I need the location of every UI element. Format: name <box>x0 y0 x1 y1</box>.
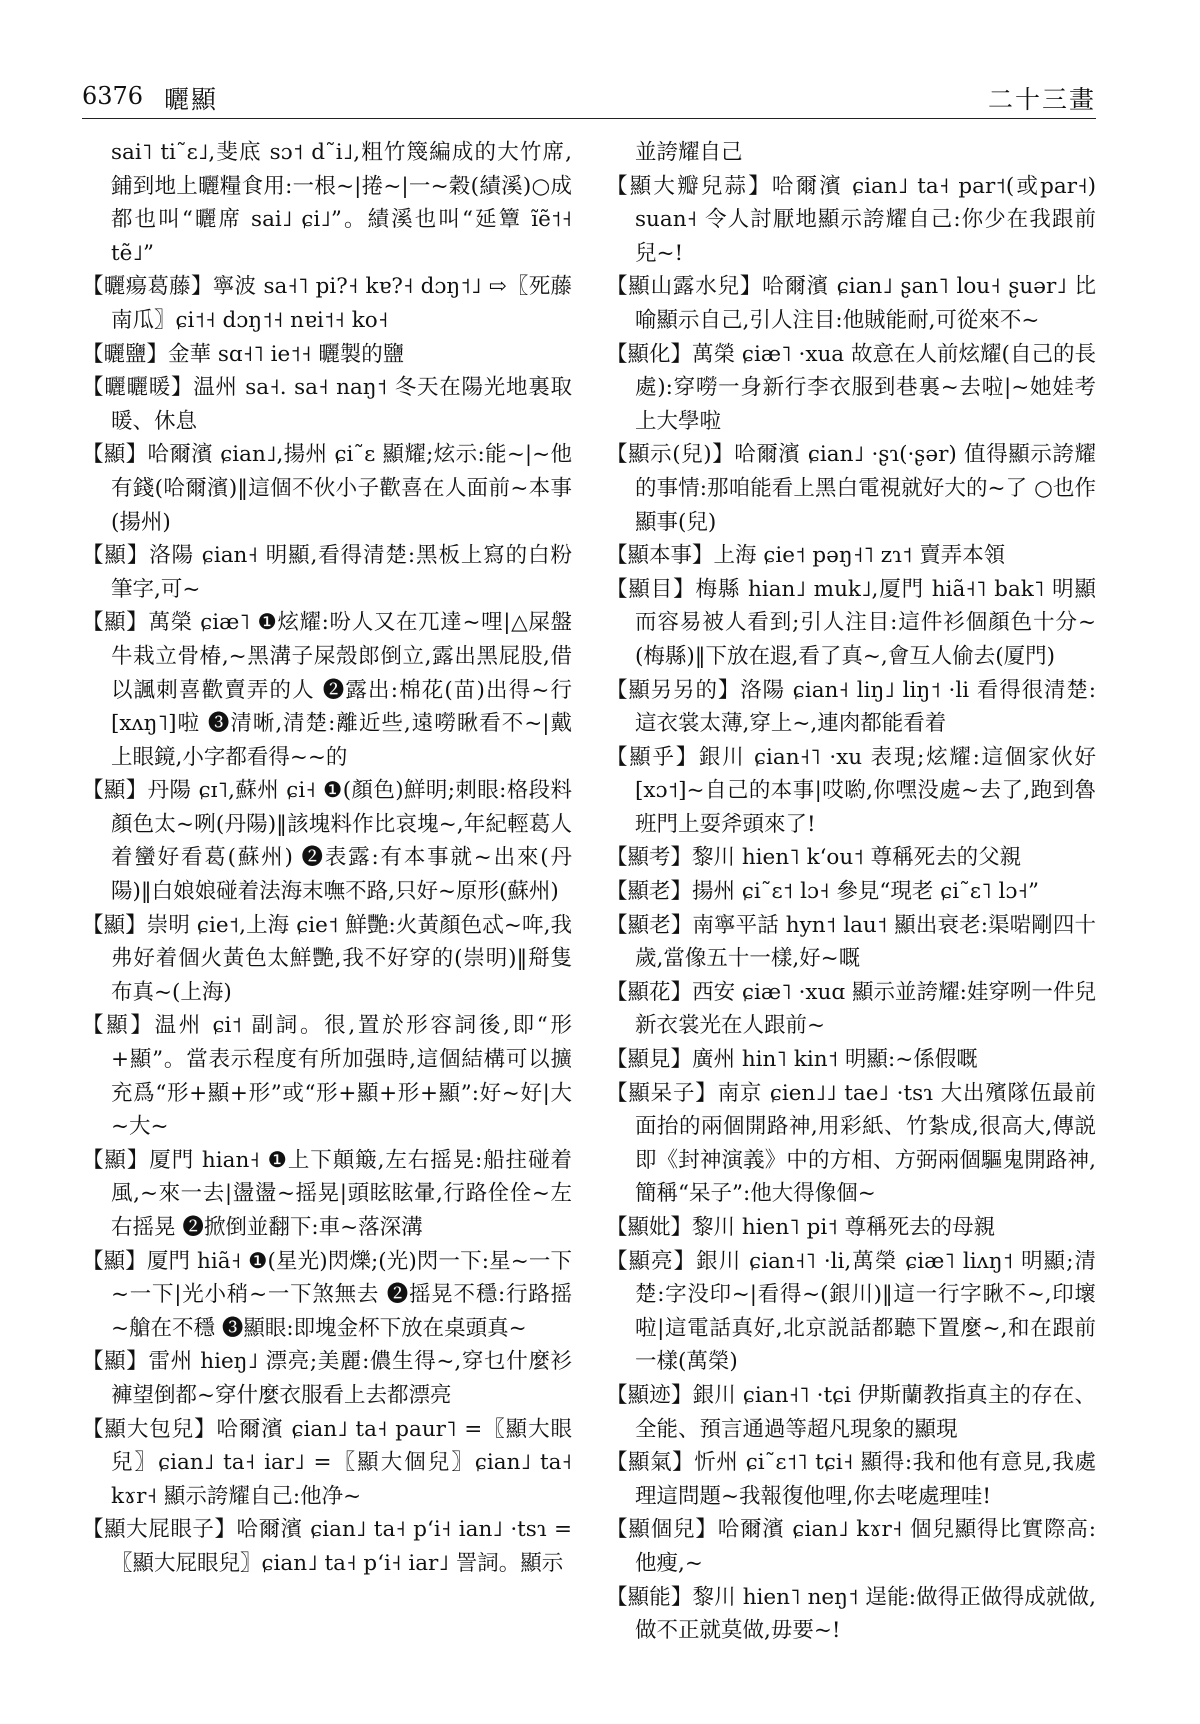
dictionary-entry: 【顯個兒】哈爾濱 ɕian˩ kɤr˧ 個兒顯得比實際高:他瘦,~ <box>606 1517 1096 1576</box>
dictionary-entry: 【顯本事】上海 ɕie˦ pəŋ˧˥ zɿ˦ 賣弄本領 <box>606 543 1006 569</box>
dictionary-entry: 【顯大包兒】哈爾濱 ɕian˩ ta˧ paur˥ =〖顯大眼兒〗ɕian˩ ta˧ iar˩ =〖顯大個兒〗ɕian˩ ta˧ kɤr˧ 顯示誇耀自己:他净~ <box>82 1416 572 1509</box>
dictionary-entry: 【顯能】黎川 hien˥ neŋ˦ 逞能:做得正做得成就做,做不正就莫做,毋要~! <box>606 1584 1096 1644</box>
page-header <box>82 76 1096 120</box>
dictionary-entry: 【顯】丹陽 ɕɪ˥,蘇州 ɕi˧ ❶(顏色)鮮明;刺眼:格段料顏色太~咧(丹陽)‖該塊料作比哀塊~,年紀輕葛人着蠻好看葛(蘇州) ❷表露:有本事就~出來(丹陽)‖白娘娘碰着法海末嘸不路,只好~原形(蘇州) <box>82 778 572 905</box>
dictionary-entry: 【顯大屁眼子】哈爾濱 ɕian˩ ta˧ pʻi˧ ian˩ ·tsɿ =〖顯大屁眼兒〗ɕian˩ ta˧ pʻi˧ iar˩ 詈詞。顯示 <box>82 1517 572 1576</box>
dictionary-entry: 【曬曬暖】温州 sa˧. sa˧ naŋ˦ 冬天在陽光地裏取暖、休息 <box>82 375 572 434</box>
dictionary-entry: 【顯亮】銀川 ɕian˧˥ ·li,萬榮 ɕiæ˥ liʌŋ˦ 明顯;清楚:字没印~|看得~(銀川)‖這一行字瞅不~,印壞啦|這電話真好,北京説話都聽下置麼~,和在跟前一樣(萬榮) <box>606 1248 1096 1375</box>
dictionary-entry: 【顯化】萬榮 ɕiæ˥ ·xua 故意在人前炫耀(自己的長處):穿嘮一身新行李衣服到巷裏~去啦|~她娃考上大學啦 <box>606 341 1096 434</box>
dictionary-entry: 【顯】哈爾濱 ɕian˩,揚州 ɕi˜ɛ 顯耀;炫示:能~|~他有錢(哈爾濱)‖這個不伙小子歡喜在人面前~本事(揚州) <box>82 442 572 535</box>
dictionary-entry: 【顯】崇明 ɕie˦,上海 ɕie˦ 鮮艷:火黃顏色忒~哖,我弗好着個火黃色太鮮艷,我不好穿的(崇明)‖搿隻布真~(上海) <box>82 912 572 1005</box>
dictionary-entry: 【顯】洛陽 ɕian˧ 明顯,看得清楚:黑板上寫的白粉筆字,可~ <box>82 543 572 602</box>
dictionary-entry: 【顯妣】黎川 hien˥ pi˦ 尊稱死去的母親 <box>606 1215 996 1240</box>
header-divider <box>82 118 1096 119</box>
dictionary-entry: 【顯呆子】南京 ɕien˩˩ tae˩ ·tsɿ 大出殯隊伍最前面抬的兩個開路神,用彩紙、竹紮成,很高大,傳説即《封神演義》中的方相、方弼兩個驅鬼開路神,簡稱“呆子”:他大得像個~ <box>606 1080 1096 1207</box>
dictionary-entry: 【顯山露水兒】哈爾濱 ɕian˩ ʂan˥ lou˧ ʂuər˩ 比喻顯示自己,引人注目:他賊能耐,可從來不~ <box>606 274 1096 333</box>
dictionary-entry: 【顯氣】忻州 ɕi˜ɛ˦˥ tɕi˧ 顯得:我和他有意見,我處理這問題~我報復他哩,你去咾處理哇! <box>606 1450 1096 1509</box>
dictionary-entry: 【顯乎】銀川 ɕian˧˥ ·xu 表現;炫耀:這個家伙好[xɔ˦]~自己的本事|哎喲,你嘿没處~去了,跑到魯班門上耍斧頭來了! <box>606 744 1096 837</box>
dictionary-entry: 【顯另另的】洛陽 ɕian˧ liŋ˩ liŋ˦ ·li 看得很清楚:這衣裳太薄,穿上~,連肉都能看着 <box>606 677 1096 737</box>
dictionary-entry: 【顯示(兒)】哈爾濱 ɕian˩ ·ʂɿ(·ʂər) 值得顯示誇耀的事情:那咱能看上黑白電視就好大的~了 ○也作顯事(兒) <box>606 442 1096 535</box>
right-column <box>606 136 1096 1648</box>
dictionary-entry: 【顯花】西安 ɕiæ˥ ·xuɑ 顯示並誇耀:娃穿咧一件兒新衣裳光在人跟前~ <box>606 979 1096 1039</box>
dictionary-entry: 【顯老】南寧平話 hyn˦ lau˦ 顯出衰老:渠啱剛四十歲,當像五十一樣,好~嘅 <box>606 912 1096 972</box>
dictionary-entry: 【顯考】黎川 hien˥ kʻou˦ 尊稱死去的父親 <box>606 845 1022 871</box>
dictionary-entry: 【顯】雷州 hieŋ˩ 漂亮;美麗:儂生得~,穿乜什麼衫褲望倒都~穿什麼衣服看上去都漂亮 <box>82 1349 572 1408</box>
left-column <box>82 136 572 1581</box>
dictionary-entry: 【曬瘍葛藤】寧波 sa˧˥ pi?˧ kɐ?˧ dɔŋ˦˩ ⇨〖死藤南瓜〗ɕi˦˧ dɔŋ˦˧ nɐi˦˧ ko˧ <box>82 274 572 333</box>
page-number: 6376 <box>82 82 144 110</box>
section-name: 二十三畫 <box>987 85 1096 114</box>
dictionary-entry: 【顯見】廣州 hin˥ kin˦ 明顯:~係假嘅 <box>606 1047 978 1073</box>
dictionary-entry: 【顯】温州 ɕi˦ 副詞。很,置於形容詞後,即“形+顯”。當表示程度有所加强時,這個結構可以擴充爲“形+顯+形”或“形+顯+形+顯”:好~好|大~大~ <box>82 1013 572 1140</box>
dictionary-entry: 【顯老】揚州 ɕi˜ɛ˦ lɔ˧ 參見“現老 ɕi˜ɛ˥ lɔ˧” <box>606 879 1040 905</box>
dictionary-entry: 【顯大瓣兒蒜】哈爾濱 ɕian˩ ta˧ par˦(或par˧) suan˧ 令人討厭地顯示誇耀自己:你少在我跟前兒~! <box>606 173 1096 266</box>
dictionary-entry: 並誇耀自己 <box>635 140 743 165</box>
dictionary-entry: sai˥ ti˜ɛ˩,斐底 sɔ˦ d˜i˩,粗竹篾編成的大竹席,鋪到地上曬糧食用:一根~|捲~|一~穀(績溪)○成都也叫“曬席 sai˩ ɕi˩”。績溪也叫“延簟 ĩẽ˦˧ tẽ˩” <box>111 140 572 266</box>
dictionary-entry: 【顯】萬榮 ɕiæ˥ ❶炫耀:吩人又在兀達~哩|△屎盤牛栽立骨椿,~黑溝子屎殼郎倒立,露出黑屁股,借以諷刺喜歡賣弄的人 ❷露出:棉花(苗)出得~行[xʌŋ˥]啦 ❸清晰,清楚:離近些,遠嘮瞅看不~|戴上眼鏡,小字都看得~~的 <box>82 610 572 770</box>
dictionary-entry: 【顯迹】銀川 ɕian˧˥ ·tɕi 伊斯蘭教指真主的存在、全能、預言通過等超凡現象的顯現 <box>606 1382 1096 1442</box>
dictionary-entry: 【顯目】梅縣 hian˩ muk˩,厦門 hiã˧˥ bak˥ 明顯而容易被人看到;引人注目:這件衫個顏色十分~(梅縣)‖下放在遐,看了真~,會互人偷去(厦門) <box>606 576 1096 669</box>
dictionary-entry: 【顯】厦門 hian˧ ❶上下顛簸,左右摇晃:船拄碰着風,~來一去|盪盪~摇晃|頭眩眩暈,行路佺佺~左右摇晃 ❷掀倒並翻下:車~落深溝 <box>82 1147 572 1240</box>
dictionary-entry: 【曬鹽】金華 sɑ˧˥ ie˦˧ 曬製的鹽 <box>82 341 405 367</box>
dictionary-entry: 【顯】厦門 hiã˧ ❶(星光)閃爍;(光)閃一下:星~一下~一下|光小稍~一下煞無去 ❷摇晃不穩:行路摇~艙在不穩 ❸顯眼:即塊金杯下放在桌頭真~ <box>82 1248 572 1341</box>
page-title: 曬顯 <box>164 85 219 114</box>
